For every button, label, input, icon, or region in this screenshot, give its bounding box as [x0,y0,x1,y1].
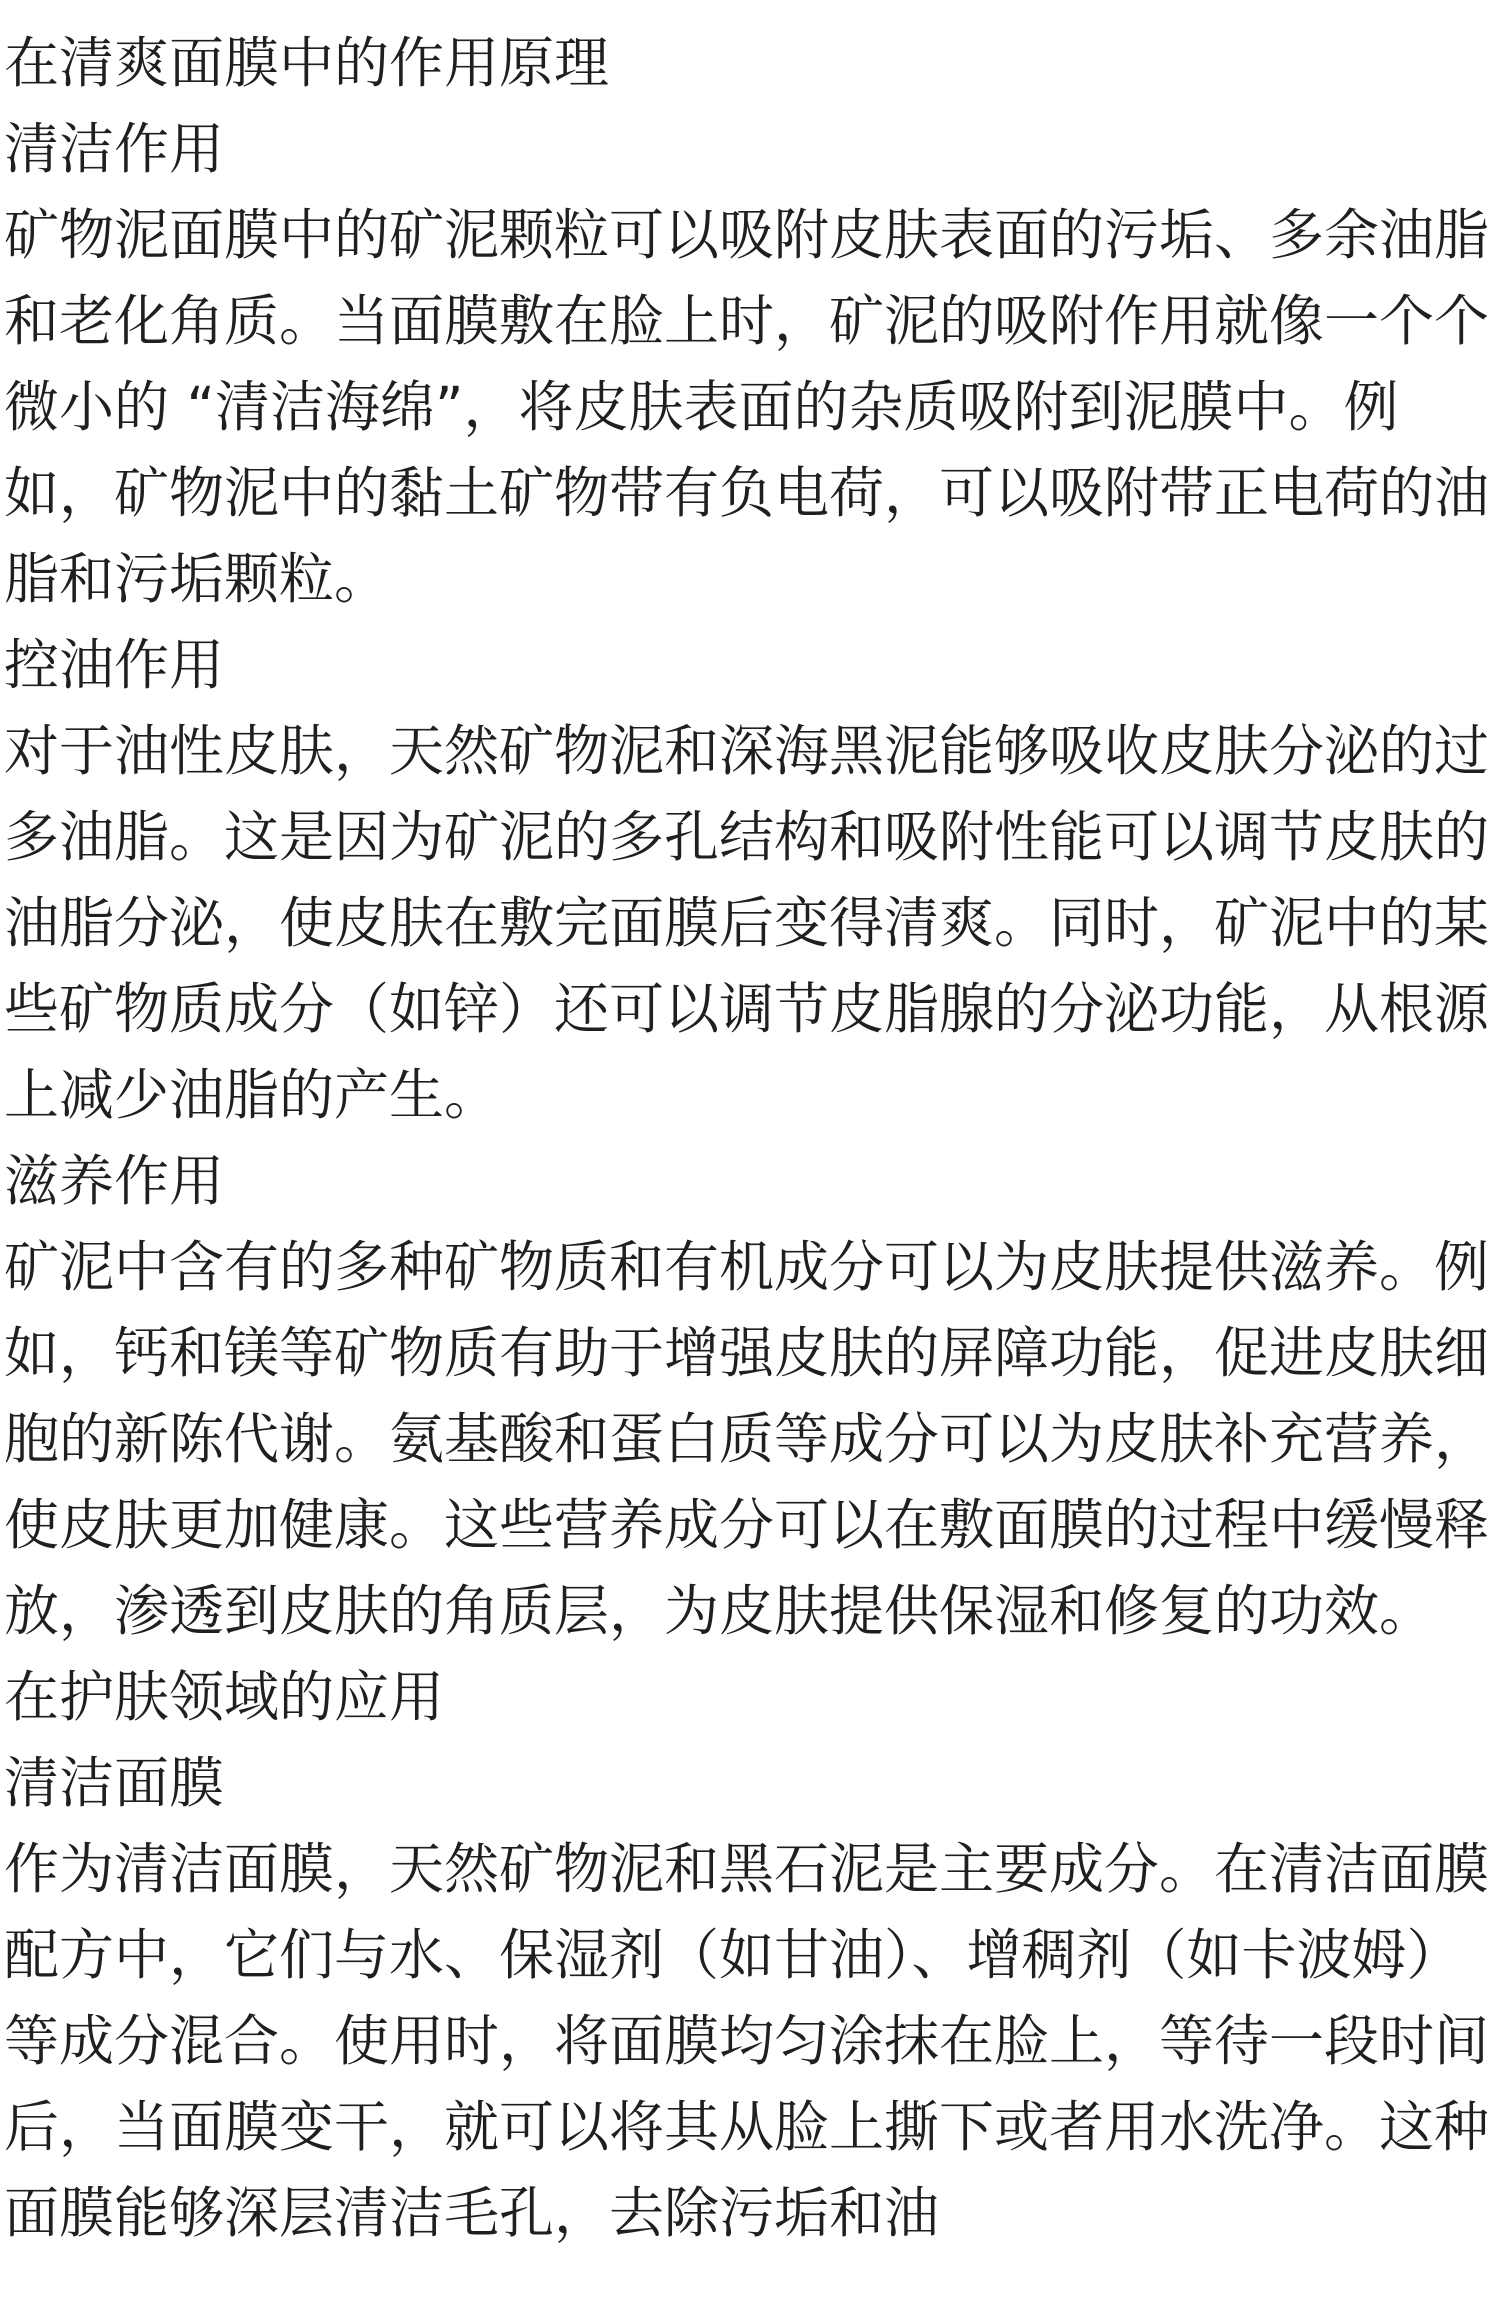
section-heading-oil-control: 控油作用 [4,633,225,697]
section-body-nourishing: 矿泥中含有的多种矿物质和有机成分可以为皮肤提供滋养。例如，钙和镁等矿物质有助于增强皮肤的屏障功能，促进皮肤细胞的新陈代谢。氨基酸和蛋白质等成分可以为皮肤补充营养，使皮肤更加健康。这些营养成分可以在敷面膜的过程中缓慢释放，渗透到皮肤的角质层，为皮肤提供保湿和修复的功效。 [4,1235,1490,1643]
section-heading-cleansing: 清洁作用 [4,117,225,181]
section-body-cleansing-mask: 作为清洁面膜，天然矿物泥和黑石泥是主要成分。在清洁面膜配方中，它们与水、保湿剂（如甘油）、增稠剂（如卡波姆）等成分混合。使用时，将面膜均匀涂抹在脸上，等待一段时间后，当面膜变干，就可以将其从脸上撕下或者用水洗净。这种面膜能够深层清洁毛孔，去除污垢和油 [4,1837,1490,2245]
section-body-cleansing: 矿物泥面膜中的矿泥颗粒可以吸附皮肤表面的污垢、多余油脂和老化角质。当面膜敷在脸上时，矿泥的吸附作用就像一个个微小的 “清洁海绵”，将皮肤表面的杂质吸附到泥膜中。例如，矿物泥中的黏土矿物带有负电荷，可以吸附带正电荷的油脂和污垢颗粒。 [4,203,1490,611]
section-heading-cleansing-mask: 清洁面膜 [4,1751,225,1815]
article [4,20,1494,2256]
section-heading-nourishing: 滋养作用 [4,1149,225,1213]
article-title: 在清爽面膜中的作用原理 [4,31,610,95]
section-body-oil-control: 对于油性皮肤，天然矿物泥和深海黑泥能够吸收皮肤分泌的过多油脂。这是因为矿泥的多孔结构和吸附性能可以调节皮肤的油脂分泌，使皮肤在敷完面膜后变得清爽。同时，矿泥中的某些矿物质成分（如锌）还可以调节皮脂腺的分泌功能，从根源上减少油脂的产生。 [4,719,1490,1127]
section2-title: 在护肤领域的应用 [4,1665,445,1729]
